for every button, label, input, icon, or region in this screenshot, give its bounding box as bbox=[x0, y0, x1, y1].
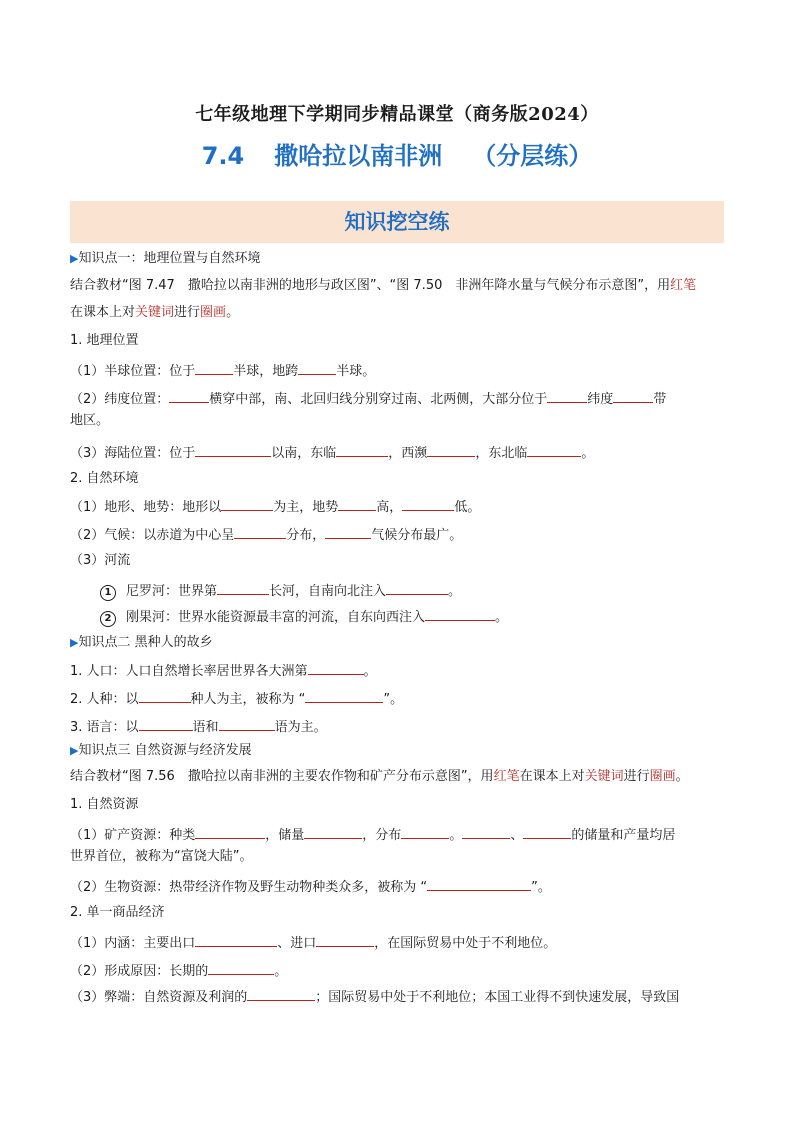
blank-field[interactable] bbox=[219, 716, 275, 731]
blank-field[interactable] bbox=[247, 986, 315, 1001]
kp1-intro-line: 结合教材“图 7.47 撒哈拉以南非洲的地形与政区图”、“图 7.50 非洲年降水量与气候分布示意图”，用红笔 bbox=[70, 278, 697, 293]
blank-field[interactable] bbox=[427, 442, 475, 457]
blank-field[interactable] bbox=[195, 360, 233, 375]
section-title-economy: 2. 单一商品经济 bbox=[70, 905, 165, 920]
mineral-line-cont: 世界首位，被称为“富饶大陆”。 bbox=[70, 849, 253, 864]
latitude-line: （2）纬度位置： 横穿中部，南、北回归线分别穿过南、北两侧，大部分位于 纬度 带 bbox=[70, 388, 666, 409]
lesson-type: （分层练） bbox=[472, 142, 593, 170]
blank-field[interactable] bbox=[462, 824, 510, 839]
blank-field[interactable] bbox=[425, 606, 495, 621]
sea-land-line: （3）海陆位置：位于 以南，东临 ，西濒 ，东北临 。 bbox=[70, 442, 594, 463]
lesson-title bbox=[70, 136, 724, 171]
blank-field[interactable] bbox=[308, 660, 364, 675]
triangle-marker-icon: ▶ bbox=[70, 744, 79, 757]
mineral-line: （1）矿产资源：种类 ，储量 ，分布 。 、 的储量和产量均居 bbox=[70, 824, 675, 845]
connotation-line: （1）内涵：主要出口 、进口 ，在国际贸易中处于不利地位。 bbox=[70, 932, 556, 953]
circled-number-1: 1 bbox=[100, 585, 116, 601]
kp1-intro-line-2: 在课本上对关键词进行圈画。 bbox=[70, 305, 240, 320]
lesson-name: 撒哈拉以南非洲 bbox=[274, 142, 443, 170]
section-banner: 知识挖空练 bbox=[70, 201, 724, 243]
document-title: 七年级地理下学期同步精品课堂（商务版2024） bbox=[195, 104, 599, 125]
blank-field[interactable] bbox=[169, 388, 209, 403]
section-title-environment: 2. 自然环境 bbox=[70, 471, 139, 486]
blank-field[interactable] bbox=[221, 496, 273, 511]
terrain-line: （1）地形、地势：地形以 为主，地势 高， 低。 bbox=[70, 496, 480, 517]
climate-line: （2）气候：以赤道为中心呈 分布， 气候分布最广。 bbox=[70, 524, 462, 545]
blank-field[interactable] bbox=[613, 388, 653, 403]
cause-line: （2）形成原因：长期的 。 bbox=[70, 960, 287, 981]
blank-field[interactable] bbox=[336, 442, 388, 457]
biological-line: （2）生物资源：热带经济作物及野生动物种类众多，被称为 “ ”。 bbox=[70, 876, 551, 897]
language-line: 3. 语言：以 语和 语为主。 bbox=[70, 716, 327, 737]
blank-field[interactable] bbox=[523, 824, 571, 839]
triangle-marker-icon: ▶ bbox=[70, 252, 79, 265]
blank-field[interactable] bbox=[139, 688, 191, 703]
blank-field[interactable] bbox=[338, 496, 376, 511]
blank-field[interactable] bbox=[427, 876, 531, 891]
blank-field[interactable] bbox=[195, 824, 265, 839]
knowledge-point-2-heading: ▶知识点二 黑种人的故乡 bbox=[70, 635, 213, 650]
lesson-number: 7.4 bbox=[201, 142, 245, 170]
rivers-line: （3）河流 bbox=[70, 553, 131, 568]
blank-field[interactable] bbox=[234, 524, 286, 539]
kp3-intro-line: 结合教材“图 7.56 撒哈拉以南非洲的主要农作物和矿产分布示意图”，用红笔在课本上对关键词进行圈画。 bbox=[70, 769, 689, 784]
drawbacks-line: （3）弊端：自然资源及利润的 ；国际贸易中处于不利地位；本国工业得不到快速发展，导致国 bbox=[70, 986, 679, 1007]
latitude-line-cont: 地区。 bbox=[70, 413, 110, 428]
blank-field[interactable] bbox=[325, 524, 371, 539]
race-line: 2. 人种：以 种人为主，被称为 “ ”。 bbox=[70, 688, 403, 709]
triangle-marker-icon: ▶ bbox=[70, 636, 79, 649]
blank-field[interactable] bbox=[195, 442, 271, 457]
blank-field[interactable] bbox=[304, 824, 362, 839]
hemisphere-line: （1）半球位置：位于 半球，地跨 半球。 bbox=[70, 360, 375, 381]
blank-field[interactable] bbox=[402, 496, 454, 511]
blank-field[interactable] bbox=[298, 360, 336, 375]
blank-field[interactable] bbox=[527, 442, 581, 457]
blank-field[interactable] bbox=[401, 824, 449, 839]
nile-line: 1 尼罗河：世界第 长河，自南向北注入 。 bbox=[100, 580, 461, 601]
blank-field[interactable] bbox=[316, 932, 374, 947]
population-line: 1. 人口：人口自然增长率居世界各大洲第 。 bbox=[70, 660, 377, 681]
section-title-resources: 1. 自然资源 bbox=[70, 797, 139, 812]
circled-number-2: 2 bbox=[100, 611, 116, 627]
blank-field[interactable] bbox=[386, 580, 448, 595]
blank-field[interactable] bbox=[547, 388, 587, 403]
blank-field[interactable] bbox=[195, 932, 277, 947]
blank-field[interactable] bbox=[208, 960, 274, 975]
blank-field[interactable] bbox=[305, 688, 383, 703]
knowledge-point-3-heading: ▶知识点三 自然资源与经济发展 bbox=[70, 743, 252, 758]
blank-field[interactable] bbox=[139, 716, 193, 731]
knowledge-point-1-heading: ▶知识点一：地理位置与自然环境 bbox=[70, 251, 261, 266]
congo-line: 2 刚果河：世界水能资源最丰富的河流，自东向西注入 。 bbox=[100, 606, 508, 627]
section-title-location: 1. 地理位置 bbox=[70, 333, 139, 348]
blank-field[interactable] bbox=[217, 580, 269, 595]
